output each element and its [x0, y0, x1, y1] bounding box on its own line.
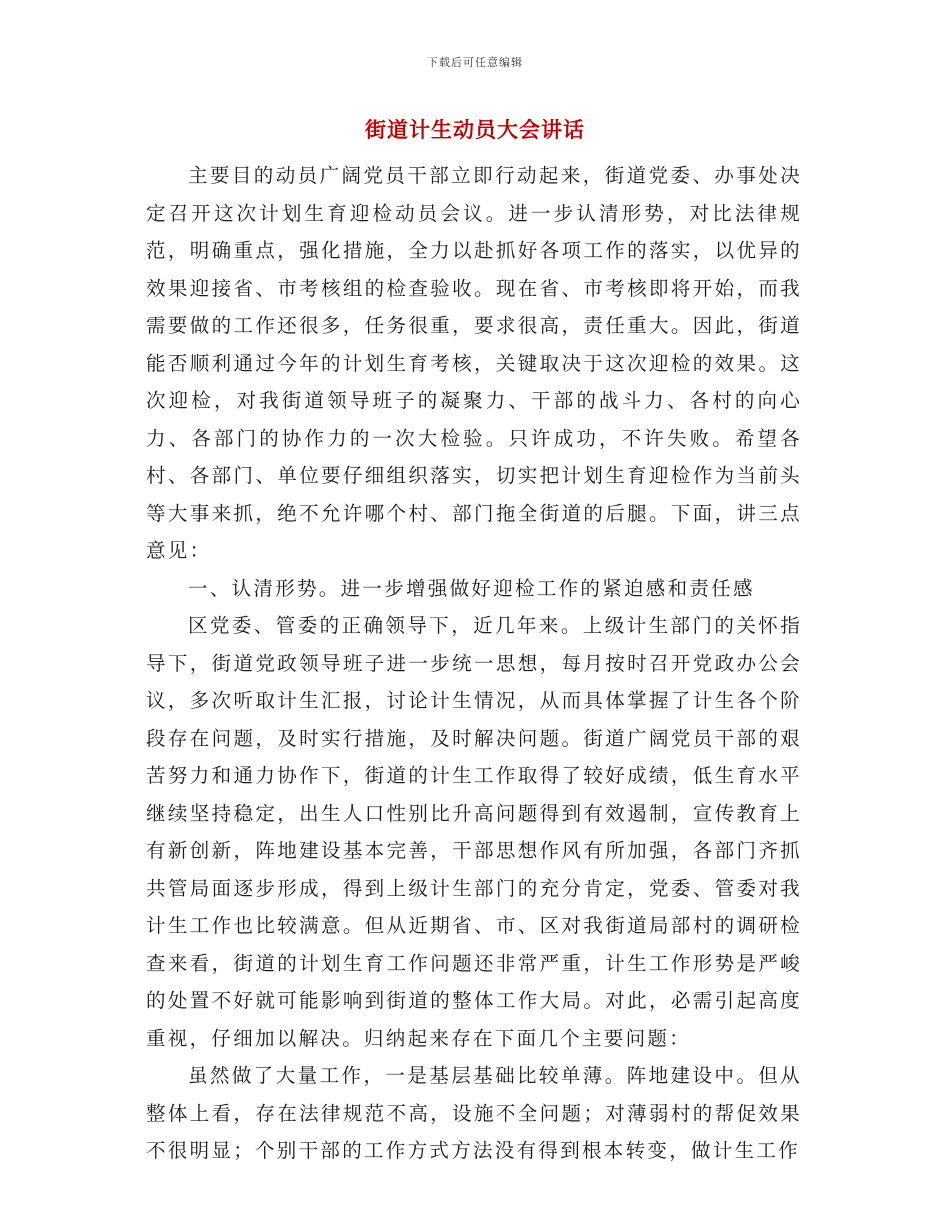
header-note: 下载后可任意编辑 [427, 56, 523, 69]
section-heading: 一、认清形势。进一步增强做好迎检工作的紧迫感和责任感 [188, 576, 755, 600]
paragraph: 虽然做了大量工作，一是基层基础比较单薄。阵地建设中。但从整体上看，存在法律规范不高，设施不全问题；对薄弱村的帮促效果不很明显；个别干部的工作方式方法没有得到根本转变，做计生工作 [146, 1064, 802, 1162]
document-title: 街道计生动员大会讲话 [365, 118, 585, 142]
paragraph: 主要目的动员广阔党员干部立即行动起来，街道党委、办事处决定召开这次计划生育迎检动员会议。进一步认清形势，对比法律规范，明确重点，强化措施，全力以赴抓好各项工作的落实，以优异的效果迎接省、市考核组的检查验收。现在省、市考核即将开始，而我需要做的工作还很多，任务很重，要求很高，责任重大。因此，街道能否顺利通过今年的计划生育考核，关键取决于这次迎检的效果。这次迎检，对我街道领导班子的凝聚力、干部的战斗力、各村的向心力、各部门的协作力的一次大检验。只许成功，不许失败。希望各村、各部门、单位要仔细组织落实，切实把计划生育迎检作为当前头等大事来抓，绝不允许哪个村、部门拖全街道的后腿。下面，讲三点意见： [146, 164, 802, 562]
document-body [146, 157, 802, 1170]
paragraph: 区党委、管委的正确领导下，近几年来。上级计生部门的关怀指导下，街道党政领导班子进一步统一思想，每月按时召开党政办公会议，多次听取计生汇报，讨论计生情况，从而具体掌握了计生各个阶段存在问题，及时实行措施，及时解决问题。街道广阔党员干部的艰苦努力和通力协作下，街道的计生工作取得了较好成绩，低生育水平继续坚持稳定，出生人口性别比升高问题得到有效遏制，宣传教育上有新创新，阵地建设基本完善，干部思想作风有所加强，各部门齐抓共管局面逐步形成，得到上级计生部门的充分肯定，党委、管委对我计生工作也比较满意。但从近期省、市、区对我街道局部村的调研检查来看，街道的计划生育工作问题还非常严重，计生工作形势是严峻的处置不好就可能影响到街道的整体工作大局。对此，必需引起高度重视，仔细加以解决。归纳起来存在下面几个主要问题： [146, 614, 802, 1050]
